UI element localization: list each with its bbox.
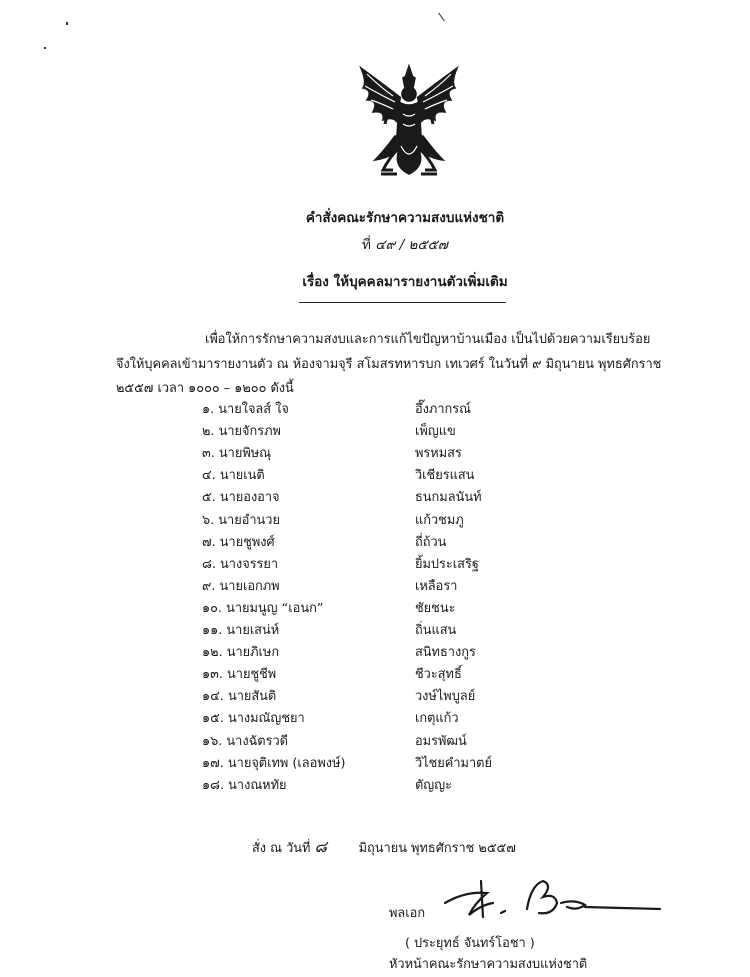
person-surname: อมรพัฒน์ xyxy=(415,733,467,749)
list-item xyxy=(0,398,750,420)
body-line-1: เพื่อให้การรักษาความสงบและการแก้ไขปัญหาบ้านเมือง เป็นไปด้วยความเรียบร้อย xyxy=(205,332,651,347)
person-name: ๑๗. นายจุติเทพ (เลอพงษ์) xyxy=(202,755,346,771)
list-item xyxy=(0,663,750,685)
person-name: ๘. นางจรรยา xyxy=(202,556,279,572)
person-name: ๑๓. นายชูชีพ xyxy=(202,667,277,683)
signer-name: ( ประยุทธ์ จันทร์โอชา ) xyxy=(405,936,535,951)
person-name: ๙. นายเอกภพ xyxy=(202,578,280,594)
person-surname: ธนกมลนันท์ xyxy=(415,490,482,506)
given-day: ๘ xyxy=(314,837,327,856)
list-item xyxy=(0,553,750,575)
person-name: ๓. นายพิษณุ xyxy=(202,446,272,462)
person-surname: เหลือรา xyxy=(415,578,458,594)
order-number-value: ๔๙ / ๒๕๕๗ xyxy=(375,237,448,253)
list-item xyxy=(0,641,750,663)
person-name: ๑๔. นายสันติ xyxy=(202,689,277,705)
list-item xyxy=(0,420,750,442)
person-surname: เกตุแก้ว xyxy=(415,711,459,727)
signer-position: หัวหน้าคณะรักษาความสงบแห่งชาติ xyxy=(389,957,588,972)
order-number xyxy=(0,233,750,255)
given-suffix: มิถุนายน พุทธศักราช ๒๕๕๗ xyxy=(358,841,516,856)
signer-rank: พลเอก xyxy=(389,906,426,921)
person-surname: ถี่ถ้วน xyxy=(415,534,447,550)
scan-speck xyxy=(66,22,68,25)
subject-divider xyxy=(299,302,506,303)
subject-line: เรื่อง ให้บุคคลมารายงานตัวเพิ่มเติม xyxy=(302,274,508,290)
person-surname: วงษ์ไพบูลย์ xyxy=(415,689,476,705)
scan-speck xyxy=(438,13,445,22)
person-name: ๕. นายองอาจ xyxy=(202,490,280,506)
list-item xyxy=(0,730,750,752)
list-item xyxy=(0,486,750,508)
person-surname: พรหมสร xyxy=(415,446,462,462)
body-line-2: จึงให้บุคคลเข้ามารายงานตัว ณ ห้องจามจุรี สโมสรทหารบก เทเวศร์ ในวันที่ ๙ มิถุนายน พุทธศักราช xyxy=(116,357,662,372)
body-line-3: ๒๕๕๗ เวลา ๑๐๐๐ – ๑๒๐๐ ดังนี้ xyxy=(116,381,294,396)
person-name: ๑. นายใจลส์ ใจ xyxy=(202,402,289,417)
list-item xyxy=(0,619,750,641)
list-item xyxy=(0,774,750,796)
person-name: ๑๐. นายมนูญ “เอนก” xyxy=(202,600,324,616)
person-surname: เพ็ญแข xyxy=(415,424,456,440)
list-item xyxy=(0,442,750,464)
person-surname: ตัญญะ xyxy=(415,777,452,793)
person-surname: แก้วชมภู xyxy=(415,512,464,528)
person-name: ๑๒. นายภิเษก xyxy=(202,645,280,661)
garuda-emblem-icon xyxy=(353,62,465,184)
person-surname: อึ๊งภากรณ์ xyxy=(415,402,472,417)
order-number-prefix: ที่ xyxy=(362,237,371,253)
person-surname: วิไชยคำมาตย์ xyxy=(415,755,492,771)
person-name: ๒. นายจักรภพ xyxy=(202,424,281,440)
person-name: ๑๖. นางฉัตรวดี xyxy=(202,733,288,749)
person-name: ๑๑. นายเสน่ห์ xyxy=(202,623,280,638)
given-date-line xyxy=(252,835,516,860)
person-name: ๑๕. นางมณัญชยา xyxy=(202,711,305,727)
person-surname: สนิทธางกูร xyxy=(415,645,476,661)
list-item xyxy=(0,509,750,531)
list-item xyxy=(0,685,750,707)
order-title: คำสั่งคณะรักษาความสงบแห่งชาติ xyxy=(305,210,505,226)
person-name: ๔. นายเนติ xyxy=(202,468,265,484)
list-item xyxy=(0,752,750,774)
person-name: ๖. นายอำนวย xyxy=(202,512,280,528)
handwritten-signature-icon xyxy=(435,873,665,925)
scan-speck xyxy=(44,47,46,49)
list-item xyxy=(0,597,750,619)
person-surname: ถิ่นแสน xyxy=(415,623,457,638)
list-item xyxy=(0,707,750,729)
person-name: ๗. นายชูพงศ์ xyxy=(202,534,275,550)
given-prefix: สั่ง ณ วันที่ xyxy=(252,841,311,856)
person-surname: วิเชียรแสน xyxy=(415,468,475,484)
list-item xyxy=(0,464,750,486)
person-name: ๑๘. นางณหทัย xyxy=(202,777,287,793)
person-surname: ชัยชนะ xyxy=(415,600,456,616)
person-surname: ชีวะสุทธิ์ xyxy=(415,667,462,683)
list-item xyxy=(0,531,750,553)
list-item xyxy=(0,575,750,597)
person-surname: ยิ้มประเสริฐ xyxy=(415,556,479,572)
